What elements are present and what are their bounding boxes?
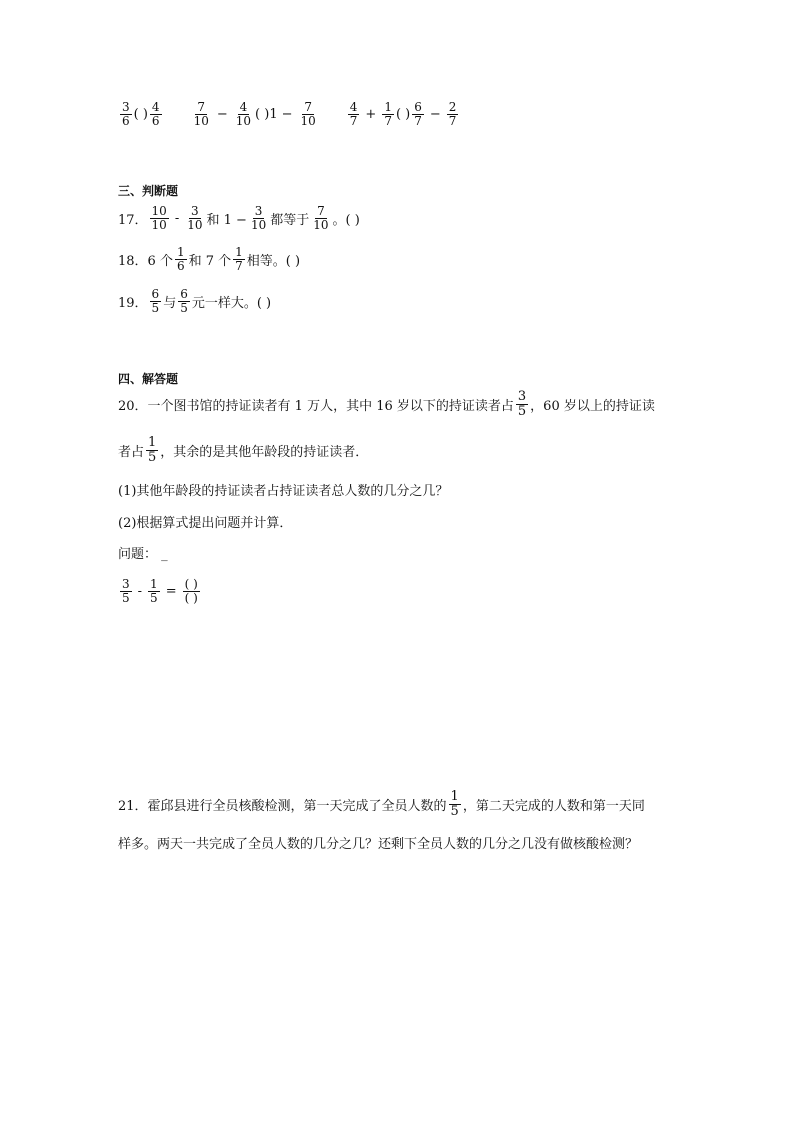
plus-sign: +: [365, 106, 377, 122]
fraction: $\frac{3}{5}$: [517, 389, 527, 419]
fraction: $\frac{2}{7}$: [448, 100, 457, 128]
fraction: $\frac{10}{10}$: [151, 204, 167, 232]
section-heading-solve: 四、解答题: [118, 372, 179, 386]
fraction: $\frac{3}{10}$: [250, 204, 267, 232]
fraction: $\frac{3}{6}$: [122, 100, 130, 128]
question-20-line-1: 20．一个图书馆的持证读者有 1 万人，其中 16 岁以下的持证读者占 $\frac{3}{5}$ ，60 岁以上的持证读: [118, 389, 655, 419]
section-heading-judgement: 三、判断题: [118, 184, 179, 198]
fraction: $\frac{3}{10}$: [187, 204, 203, 232]
fraction: $\frac{4}{7}$: [349, 100, 358, 128]
answer-blank[interactable]: ( ): [133, 106, 148, 122]
fraction: $\frac{1}{5}$: [150, 577, 158, 605]
answer-blank[interactable]: 。( ): [332, 212, 360, 228]
question-19: [118, 288, 271, 314]
minus-sign: −: [281, 106, 293, 122]
fraction: $\frac{6}{5}$: [180, 287, 188, 315]
fraction: $\frac{4}{6}$: [151, 100, 160, 128]
question-20-sub-1: (1)其他年龄段的持证读者占持证读者总人数的几分之几？: [118, 484, 449, 499]
answer-blank[interactable]: ( ): [395, 106, 411, 122]
fraction: $\frac{6}{7}$: [414, 100, 422, 128]
fraction: $\frac{6}{5}$: [151, 287, 160, 315]
fraction: $\frac{7}{10}$: [300, 100, 316, 128]
question-21-line-1: 21．霍邱县进行全员核酸检测，第一天完成了全员人数的 $\frac{1}{5}$ ，第二天完成的人数和第一天同: [118, 789, 645, 819]
fraction: $\frac{1}{5}$: [148, 435, 157, 465]
fraction: $\frac{1}{7}$: [384, 100, 392, 128]
question-20-sub-2: (2)根据算式提出问题并计算．: [118, 516, 293, 531]
question-text: 和 1 −: [206, 212, 247, 228]
question-18: [118, 246, 300, 272]
question-20-equation: [118, 578, 202, 604]
answer-blank[interactable]: 相等。( ): [246, 253, 301, 269]
question-text: 和 7 个: [188, 253, 232, 269]
equals-sign: =: [165, 583, 177, 599]
minus-sign: -: [137, 583, 143, 599]
question-20-line-2: 者占 $\frac{1}{5}$ ，其余的是其他年龄段的持证读者．: [118, 435, 369, 465]
question-17: [118, 205, 360, 231]
answer-fraction[interactable]: $\frac{( )}{( )}$: [184, 577, 198, 605]
question-21-line-2: 样多。两天一共完成了全员人数的几分之几？还剩下全员人数的几分之几没有做核酸检测？: [118, 837, 639, 852]
fraction: $\frac{1}{5}$: [450, 789, 459, 819]
fraction: $\frac{7}{10}$: [193, 100, 209, 128]
question-number: 19．: [118, 295, 148, 311]
fraction: $\frac{4}{10}$: [235, 100, 252, 128]
comparison-row: [118, 101, 460, 127]
fraction: $\frac{7}{10}$: [313, 204, 329, 232]
question-20-question-label[interactable]: 问题： _: [118, 547, 168, 562]
minus-sign: -: [174, 210, 180, 226]
question-number: 18．6 个: [118, 253, 173, 269]
minus-sign: −: [429, 106, 441, 122]
fraction: $\frac{3}{5}$: [122, 577, 130, 605]
answer-blank[interactable]: ( ): [255, 106, 270, 122]
number: 1: [269, 106, 278, 122]
question-text: 与: [163, 295, 177, 311]
question-number: 17．: [118, 212, 148, 228]
answer-blank[interactable]: 元一样大。( ): [191, 295, 272, 311]
question-text: 都等于: [270, 212, 310, 228]
fraction: $\frac{1}{7}$: [235, 245, 243, 273]
minus-sign: −: [216, 106, 228, 122]
fraction: $\frac{1}{6}$: [176, 245, 185, 273]
